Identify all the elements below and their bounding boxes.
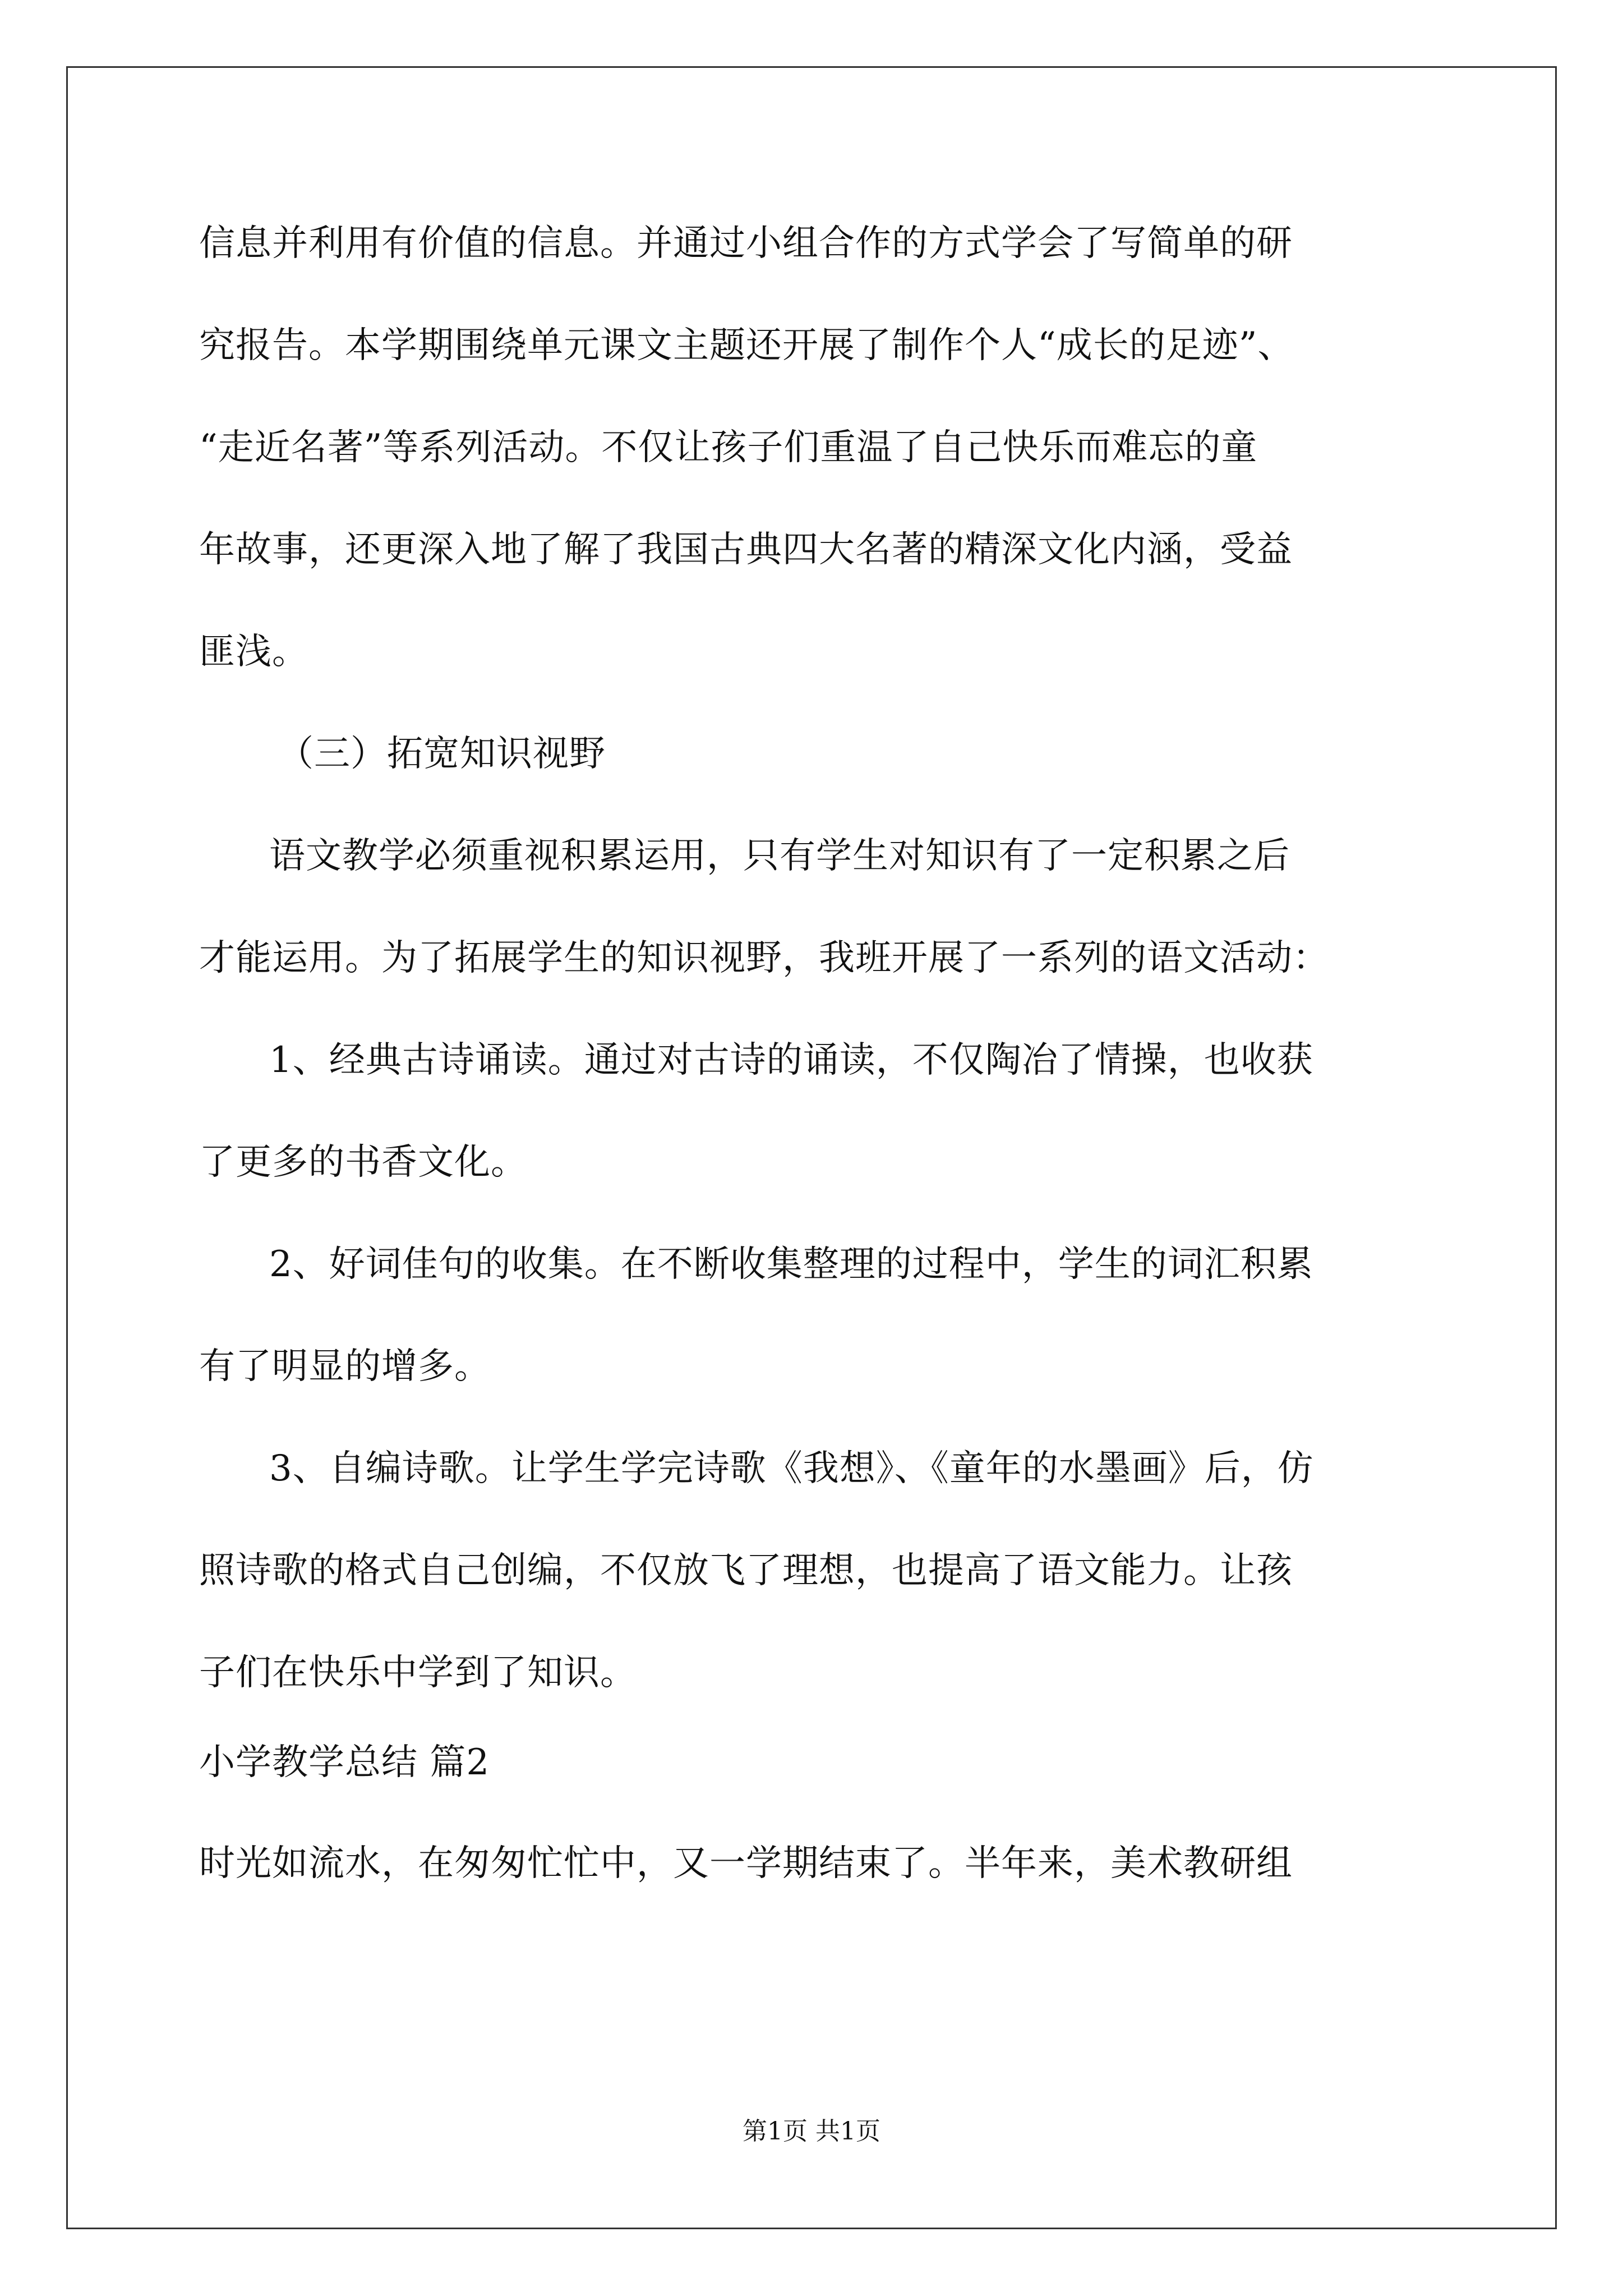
body-line: 时光如流水，在匆匆忙忙中，又一学期结束了。半年来，美术教研组 (199, 1843, 1293, 1884)
body-line: 信息并利用有价值的信息。并通过小组合作的方式学会了写简单的研 (199, 223, 1293, 264)
body-line: 子们在快乐中学到了知识。 (199, 1652, 637, 1694)
body-line: 有了明显的增多。 (199, 1346, 491, 1387)
body-line: 照诗歌的格式自己创编，不仅放飞了理想，也提高了语文能力。让孩 (199, 1550, 1293, 1591)
body-line: 匪浅。 (199, 631, 308, 673)
page-footer: 第1页 共1页 (743, 2117, 880, 2146)
paragraph-first-line: 语文教学必须重视积累运用，只有学生对知识有了一定积累之后 (269, 835, 1290, 877)
body-line: 才能运用。为了拓展学生的知识视野，我班开展了一系列的语文活动： (199, 937, 1329, 979)
body-line: 究报告。本学期围绕单元课文主题还开展了制作个人“成长的足迹”、 (199, 325, 1294, 366)
section-heading: （三）拓宽知识视野 (278, 733, 606, 775)
document-title: 小学教学总结 篇2 (199, 1742, 490, 1783)
body-line: 了更多的书香文化。 (199, 1142, 527, 1183)
list-item-line: 1、经典古诗诵读。通过对古诗的诵读，不仅陶冶了情操，也收获 (269, 1039, 1313, 1081)
list-item-line: 3、自编诗歌。让学生学完诗歌《我想》、《童年的水墨画》后，仿 (269, 1448, 1314, 1489)
body-line: “走近名著”等系列活动。不仅让孩子们重温了自己快乐而难忘的童 (199, 427, 1258, 468)
list-item-line: 2、好词佳句的收集。在不断收集整理的过程中，学生的词汇积累 (269, 1244, 1313, 1285)
body-line: 年故事，还更深入地了解了我国古典四大名著的精深文化内涵，受益 (199, 529, 1293, 570)
